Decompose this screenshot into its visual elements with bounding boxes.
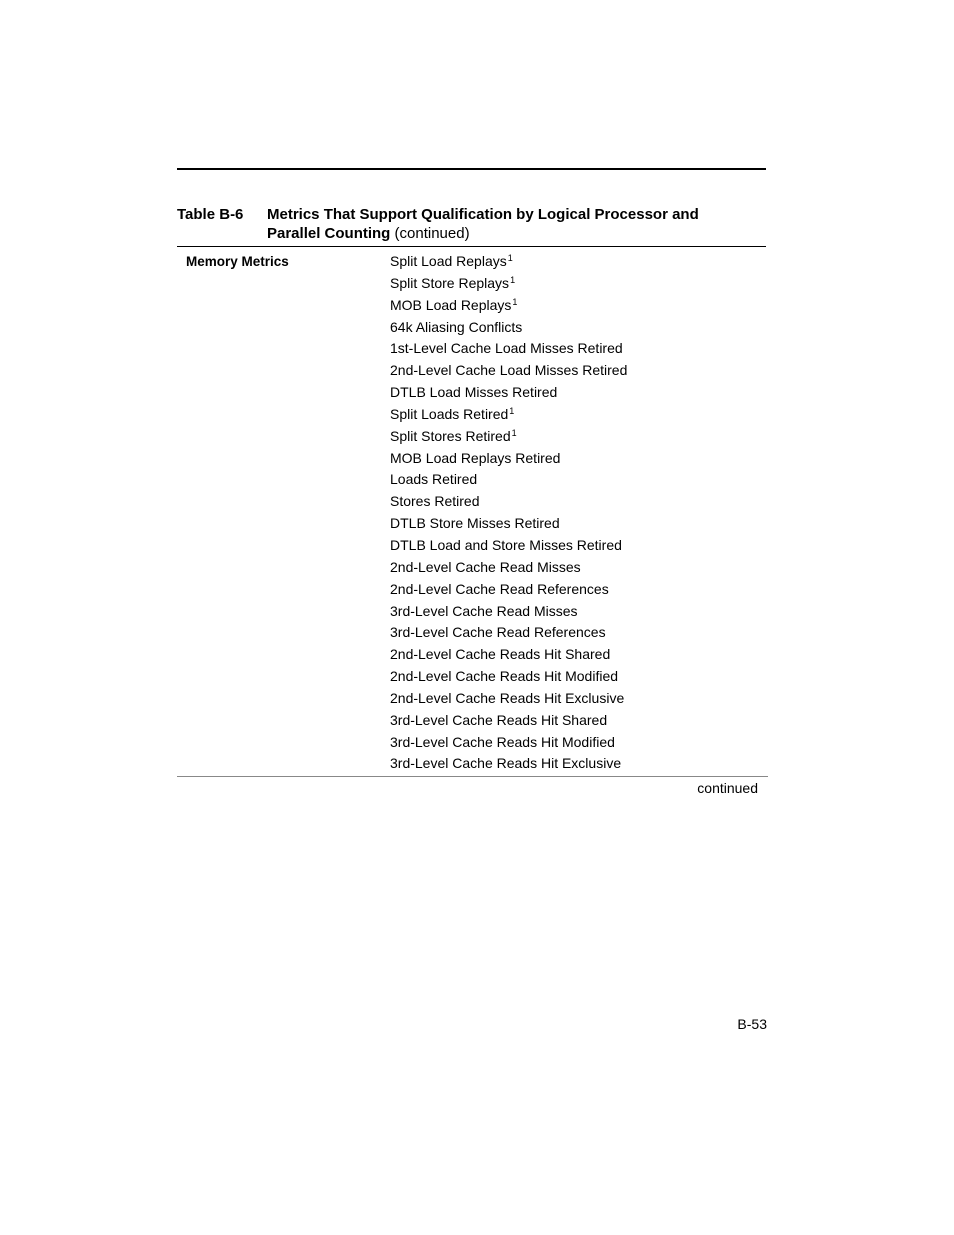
metric-item xyxy=(390,273,627,295)
row-label-memory-metrics: Memory Metrics xyxy=(186,254,289,269)
table-title-line2: Parallel Counting xyxy=(267,225,391,242)
metric-text: Split Load Replays xyxy=(390,253,507,269)
metric-text: Split Store Replays xyxy=(390,274,510,291)
metric-item xyxy=(390,513,627,535)
metric-text: DTLB Store Misses Retired xyxy=(390,515,560,532)
footnote-marker: 1 xyxy=(510,274,516,285)
metric-item xyxy=(390,448,627,470)
metric-text: MOB Load Replays Retired xyxy=(390,449,561,466)
metric-item xyxy=(390,535,627,557)
metric-item xyxy=(390,732,627,754)
metric-item xyxy=(390,360,627,382)
metrics-list xyxy=(390,251,627,775)
metric-text: 2nd-Level Cache Reads Hit Shared xyxy=(390,646,611,663)
metric-item xyxy=(390,469,627,491)
metric-item xyxy=(390,710,627,732)
continued-label: continued xyxy=(697,780,758,796)
metric-text: 2nd-Level Cache Load Misses Retired xyxy=(390,362,628,379)
top-rule xyxy=(177,168,766,170)
metric-text: Split Loads Retired xyxy=(390,405,509,422)
metric-text: 2nd-Level Cache Reads Hit Modified xyxy=(390,668,619,685)
footnote-marker: 1 xyxy=(511,427,517,438)
metric-item xyxy=(390,753,627,775)
table-title xyxy=(267,205,766,243)
metric-item xyxy=(390,295,627,317)
metric-text: 3rd-Level Cache Read Misses xyxy=(390,602,578,619)
metric-text: 2nd-Level Cache Read Misses xyxy=(390,558,581,575)
metric-text: 64k Aliasing Conflicts xyxy=(390,318,523,335)
metric-item xyxy=(390,688,627,710)
metric-text: DTLB Load Misses Retired xyxy=(390,384,558,401)
metric-item xyxy=(390,317,627,339)
metric-text: 2nd-Level Cache Reads Hit Exclusive xyxy=(390,689,625,706)
bottom-rule xyxy=(177,776,768,777)
metric-text: 3rd-Level Cache Reads Hit Shared xyxy=(390,711,608,728)
metric-item xyxy=(390,622,627,644)
footnote-marker: 1 xyxy=(509,405,515,416)
page-number: B-53 xyxy=(737,1016,767,1032)
metric-item xyxy=(390,644,627,666)
metric-item xyxy=(390,579,627,601)
metric-item xyxy=(390,491,627,513)
metric-text: 1st-Level Cache Load Misses Retired xyxy=(390,340,623,357)
table-title-line1: Metrics That Support Qualification by Logical Processor and xyxy=(267,206,699,223)
metric-item xyxy=(390,666,627,688)
metric-item xyxy=(390,426,627,448)
metric-item xyxy=(390,338,627,360)
metric-item xyxy=(390,557,627,579)
metric-text: Stores Retired xyxy=(390,493,480,510)
metric-item xyxy=(390,404,627,426)
metric-item xyxy=(390,601,627,623)
footnote-marker: 1 xyxy=(507,253,513,263)
metric-text: MOB Load Replays xyxy=(390,296,512,313)
metric-text: 2nd-Level Cache Read References xyxy=(390,580,609,597)
metric-item xyxy=(390,382,627,404)
metric-text: 3rd-Level Cache Read References xyxy=(390,624,606,641)
caption-rule xyxy=(177,246,766,247)
metric-text: DTLB Load and Store Misses Retired xyxy=(390,536,622,553)
metric-text: Split Stores Retired xyxy=(390,427,511,444)
table-label: Table B-6 xyxy=(177,206,244,223)
metric-text: 3rd-Level Cache Reads Hit Modified xyxy=(390,733,615,750)
metric-item xyxy=(390,251,627,273)
footnote-marker: 1 xyxy=(512,296,518,307)
table-title-suffix: (continued) xyxy=(390,225,470,242)
metric-text: 3rd-Level Cache Reads Hit Exclusive xyxy=(390,755,622,772)
metric-text: Loads Retired xyxy=(390,471,478,488)
